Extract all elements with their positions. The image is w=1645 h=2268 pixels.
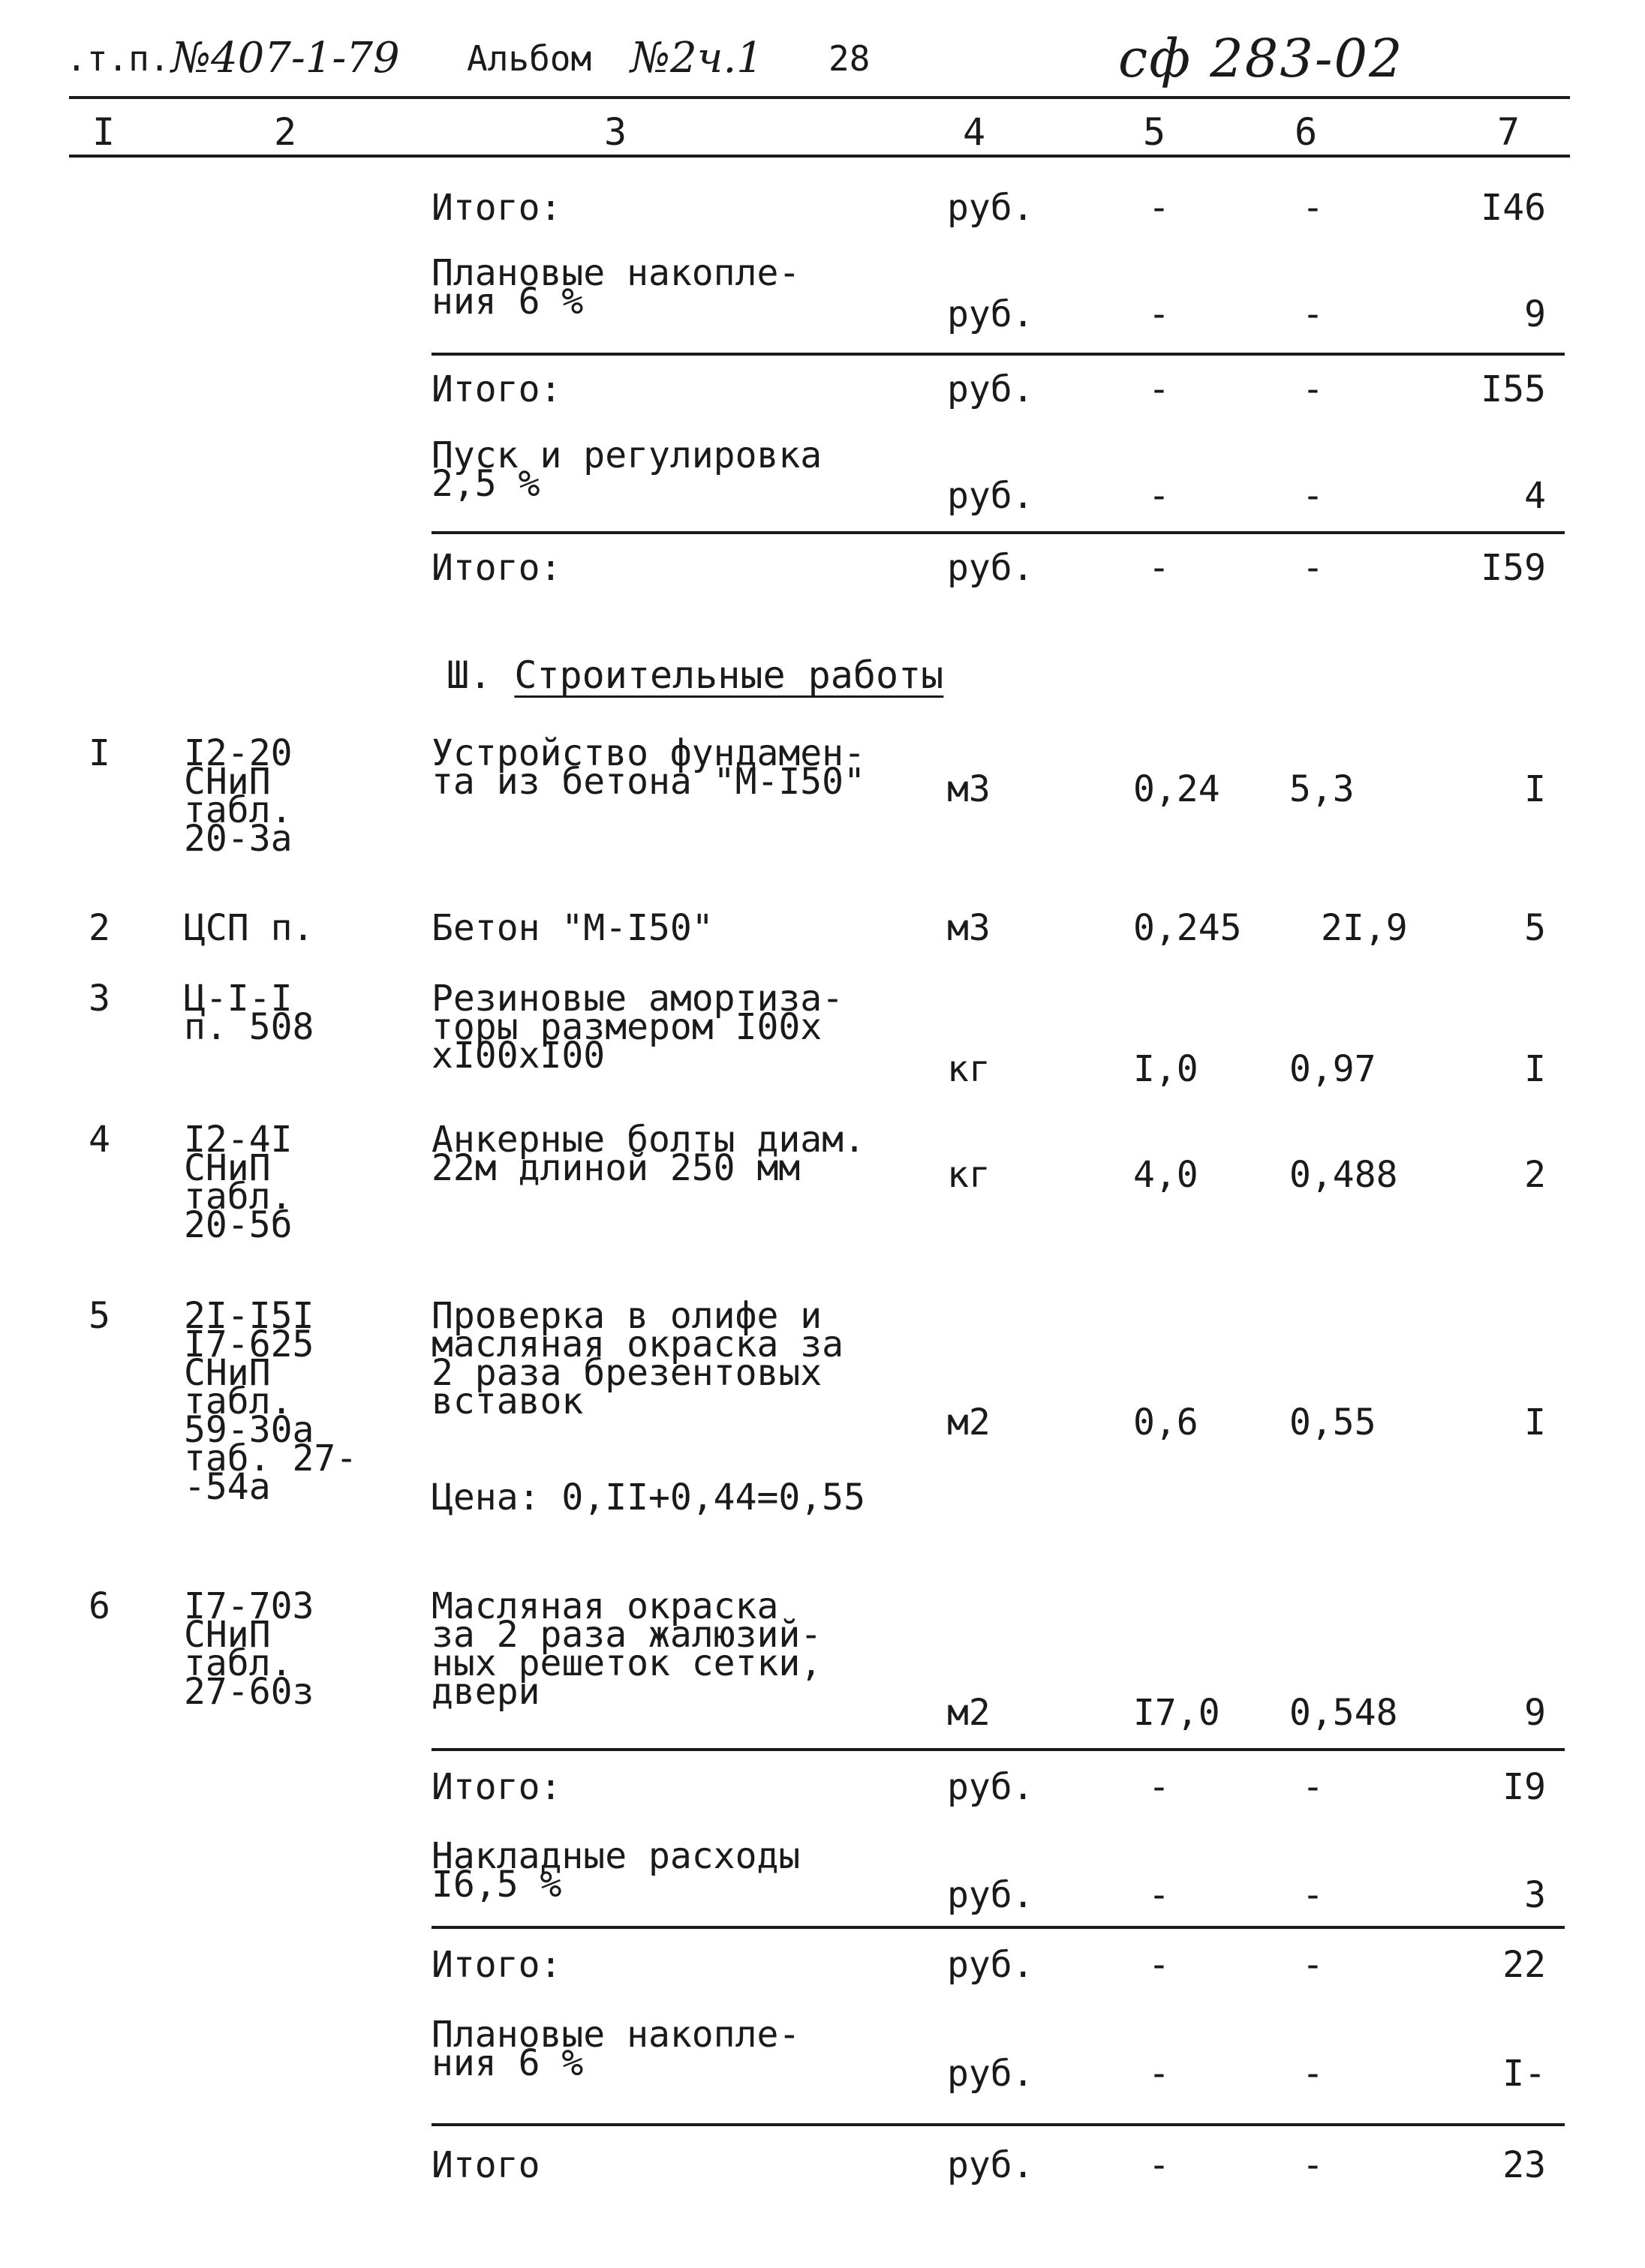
- column-number: I: [92, 110, 116, 154]
- row-total: 22: [1502, 1944, 1546, 1986]
- row-unit: руб.: [947, 475, 1034, 517]
- item-unit: кг: [947, 1154, 991, 1196]
- item-total: I: [1524, 768, 1546, 810]
- subtotal-rule: [432, 353, 1565, 356]
- row-total: I59: [1481, 547, 1546, 589]
- row-qty: -: [1148, 1944, 1170, 1986]
- item-number: 6: [89, 1585, 110, 1627]
- item-qty: 0,245: [1133, 907, 1242, 949]
- row-qty: -: [1148, 2053, 1170, 2095]
- row-name: Итого:: [432, 187, 562, 229]
- item-qty: I7,0: [1133, 1692, 1220, 1734]
- subtotal-rule: [432, 531, 1565, 534]
- item-code: 2I-I5I I7-625 СНиП табл. 59-30а таб. 27- -54а: [184, 1295, 358, 1508]
- row-price: -: [1302, 2144, 1324, 2186]
- item-code: I7-703 СНиП табл. 27-60з: [184, 1585, 314, 1713]
- row-name: Итого:: [432, 368, 562, 410]
- row-qty: -: [1148, 2144, 1170, 2186]
- row-price: -: [1302, 1766, 1324, 1808]
- item-qty: 4,0: [1133, 1154, 1198, 1196]
- item-price-note: Цена: 0,II+0,44=0,55: [432, 1476, 865, 1519]
- row-total: 9: [1524, 293, 1546, 335]
- header-album-label: Альбом: [467, 38, 592, 79]
- row-total: I46: [1481, 187, 1546, 229]
- item-name: Масляная окраска за 2 раза жалюзий- ных решеток сетки, двери: [432, 1585, 822, 1713]
- item-name: Устройство фундамен- та из бетона "М-I50": [432, 732, 865, 803]
- item-name: Анкерные болты диам. 22м длиной 250 мм: [432, 1119, 865, 1189]
- item-code: I2-20 СНиП табл. 20-3а: [184, 732, 293, 860]
- item-qty: 0,6: [1133, 1401, 1198, 1443]
- row-price: -: [1302, 187, 1324, 229]
- item-total: I: [1524, 1401, 1546, 1443]
- item-number: 5: [89, 1295, 110, 1337]
- section-number: Ш.: [447, 653, 492, 697]
- item-price: 0,55: [1289, 1401, 1376, 1443]
- column-header-rule: [69, 155, 1570, 158]
- item-total: 9: [1524, 1692, 1546, 1734]
- header-tp-number: №407-1-79: [171, 34, 400, 83]
- item-code: I2-4I СНиП табл. 20-5б: [184, 1119, 293, 1246]
- row-qty: -: [1148, 1766, 1170, 1808]
- row-total: I55: [1481, 368, 1546, 410]
- item-number: 2: [89, 907, 110, 949]
- subtotal-rule: [432, 1748, 1565, 1751]
- row-qty: -: [1148, 293, 1170, 335]
- item-name: Резиновые амортиза- торы размером I00х хI00хI00: [432, 978, 844, 1077]
- row-total: 3: [1524, 1874, 1546, 1916]
- item-qty: I,0: [1133, 1048, 1198, 1090]
- row-unit: руб.: [947, 2053, 1034, 2095]
- row-price: -: [1302, 2053, 1324, 2095]
- row-qty: -: [1148, 368, 1170, 410]
- item-unit: м3: [947, 907, 991, 949]
- column-number: 2: [273, 110, 297, 154]
- row-unit: руб.: [947, 293, 1034, 335]
- row-name: Плановые накопле- ния 6 %: [432, 252, 801, 323]
- column-number: 6: [1294, 110, 1318, 154]
- item-price: 0,488: [1289, 1154, 1398, 1196]
- item-code: ЦСП п.: [184, 907, 314, 949]
- column-number: 7: [1496, 110, 1520, 154]
- row-total: 4: [1524, 475, 1546, 517]
- subtotal-rule: [432, 2123, 1565, 2126]
- row-qty: -: [1148, 475, 1170, 517]
- row-price: -: [1302, 293, 1324, 335]
- row-name: Итого:: [432, 1766, 562, 1808]
- row-price: -: [1302, 1944, 1324, 1986]
- item-unit: м3: [947, 768, 991, 810]
- row-unit: руб.: [947, 1944, 1034, 1986]
- row-qty: -: [1148, 187, 1170, 229]
- column-number: 3: [603, 110, 627, 154]
- row-unit: руб.: [947, 187, 1034, 229]
- row-price: -: [1302, 368, 1324, 410]
- header-sheet-code: сф 283-02: [1118, 28, 1404, 89]
- item-price: 0,97: [1289, 1048, 1376, 1090]
- header-tp-label: .т.п.: [66, 38, 170, 79]
- row-total: 23: [1502, 2144, 1546, 2186]
- row-name: Итого: [432, 2144, 540, 2186]
- item-name: Бетон "М-I50": [432, 907, 714, 949]
- item-name: Проверка в олифе и масляная окраска за 2 раза брезентовых вставок: [432, 1295, 844, 1422]
- item-unit: кг: [947, 1048, 991, 1090]
- item-number: I: [89, 732, 110, 774]
- row-unit: руб.: [947, 368, 1034, 410]
- section-heading: [447, 653, 943, 698]
- row-name: Накладные расходы I6,5 %: [432, 1835, 801, 1906]
- row-name: Итого:: [432, 547, 562, 589]
- item-qty: 0,24: [1133, 768, 1220, 810]
- header-rule: [69, 96, 1570, 99]
- row-name: Итого:: [432, 1944, 562, 1986]
- row-price: -: [1302, 475, 1324, 517]
- column-number: 5: [1142, 110, 1166, 154]
- row-unit: руб.: [947, 1874, 1034, 1916]
- item-unit: м2: [947, 1692, 991, 1734]
- row-unit: руб.: [947, 547, 1034, 589]
- row-qty: -: [1148, 547, 1170, 589]
- row-name: Плановые накопле- ния 6 %: [432, 2014, 801, 2084]
- row-unit: руб.: [947, 2144, 1034, 2186]
- row-unit: руб.: [947, 1766, 1034, 1808]
- subtotal-rule: [432, 1926, 1565, 1929]
- item-total: 2: [1524, 1154, 1546, 1196]
- row-name: Пуск и регулировка 2,5 %: [432, 434, 822, 505]
- item-total: 5: [1524, 907, 1546, 949]
- item-number: 3: [89, 978, 110, 1020]
- column-number: 4: [962, 110, 986, 154]
- row-total: I-: [1502, 2053, 1546, 2095]
- item-price: 5,3: [1289, 768, 1355, 810]
- item-price: 0,548: [1289, 1692, 1398, 1734]
- section-title: Строительные работы: [514, 653, 944, 697]
- row-price: -: [1302, 547, 1324, 589]
- item-code: Ц-I-I п. 508: [184, 978, 314, 1048]
- row-total: I9: [1502, 1766, 1546, 1808]
- item-number: 4: [89, 1119, 110, 1161]
- header-album-number: №2ч.1: [630, 34, 763, 83]
- row-price: -: [1302, 1874, 1324, 1916]
- item-unit: м2: [947, 1401, 991, 1443]
- item-price: 2I,9: [1321, 907, 1408, 949]
- item-total: I: [1524, 1048, 1546, 1090]
- header-page-number: 28: [829, 38, 871, 79]
- row-qty: -: [1148, 1874, 1170, 1916]
